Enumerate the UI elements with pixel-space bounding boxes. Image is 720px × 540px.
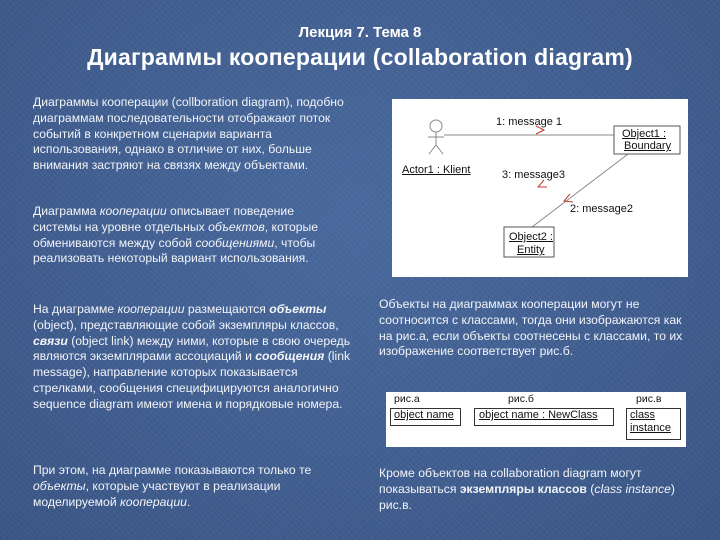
object-box-c: [626, 408, 681, 440]
object2-name: Object2 :: [509, 231, 554, 243]
paragraph-class-instances: [379, 466, 689, 513]
object-box-c-line1: class: [630, 409, 656, 421]
message3-arrow: [538, 180, 547, 187]
collaboration-diagram: [392, 99, 688, 277]
page-title: Диаграммы кооперации (collaboration diagram): [87, 44, 633, 70]
italic-term: кооперации: [117, 302, 185, 316]
message1-label: 1: message 1: [496, 116, 563, 128]
text-run: , которые участвуют в реализации моделируемой: [33, 478, 281, 509]
object-box-a-text: object name: [394, 409, 454, 421]
italic-term: class instance: [594, 481, 671, 496]
figure-label-a: рис.а: [394, 393, 420, 405]
paragraph-participants: [33, 463, 358, 510]
text-run: При этом, на диаграмме показываются только те: [33, 463, 312, 477]
object-box-b: [474, 408, 614, 426]
text-run: На диаграмме: [33, 302, 118, 316]
object-box-a: [390, 408, 461, 426]
text-run: , чтобы реализовать некоторый вариант использования.: [33, 235, 316, 266]
text-run: .: [186, 494, 191, 509]
object-box-c-line2: instance: [630, 422, 671, 434]
italic-term: кооперации: [120, 494, 187, 509]
text-run: (object link) между ними, которые в свою очередь являются экземплярами ассоциаций и: [33, 333, 351, 364]
figure-label-b: рис.б: [508, 393, 534, 405]
text-run: ) рис.в.: [379, 481, 675, 512]
lecture-subtitle: Лекция 7. Тема 8: [298, 24, 422, 41]
bold-term: сообщения: [255, 349, 325, 364]
text-run: (object), представляющие собой экземпляры классов,: [33, 317, 339, 332]
message2-label: 2: message2: [570, 203, 633, 215]
bold-term: связи: [33, 333, 68, 348]
paragraph-description: [33, 204, 343, 267]
message2-arrow: [564, 194, 573, 202]
text-run: Диаграмма: [33, 204, 100, 218]
paragraph-objects-classes: Объекты на диаграммах кооперации могут не соотносится с классами, тогда они изображаются как на рис.а, если объекты соотнесены с классами, то их изображение соответствует рис.б.: [379, 297, 683, 359]
message3-label: 3: message3: [502, 169, 565, 181]
italic-term: объекты: [33, 478, 86, 493]
bold-term: экземпляры классов: [459, 481, 587, 496]
bold-term: объекты: [269, 302, 327, 316]
object1-name: Object1 :: [622, 128, 667, 140]
italic-term: кооперации: [99, 204, 167, 218]
italic-term: сообщениями: [195, 235, 275, 250]
object2-type: Entity: [517, 244, 545, 256]
paragraph-intro: Диаграммы кооперации (collboration diagram), подобно диаграммам последовательности отображают поток событий в конкретном сценарии варианта использования, однако в отличие от них, больше внимания застряют на связях между объектами.: [33, 95, 344, 173]
text-run: (: [586, 481, 595, 496]
text-run: (link message), направление которых показывается стрелками, сообщения специфицируются аналогично sequence diagram имеют имена и порядковые номера.: [33, 349, 351, 411]
object-box-b-text: object name : NewClass: [479, 409, 598, 421]
text-run: , которые обмениваются между собой: [33, 219, 319, 250]
text-run: Кроме объектов на collaboration diagram могут показываться: [379, 466, 642, 496]
text-run: размещаются: [184, 302, 270, 316]
object1-type: Boundary: [624, 140, 672, 152]
actor-label: Actor1 : Klient: [402, 164, 471, 176]
actor-figure: [428, 120, 444, 154]
text-run: описывает поведение системы на уровне отдельных: [33, 204, 294, 234]
italic-term: объектов: [208, 219, 265, 234]
figure-label-c: рис.в: [636, 393, 662, 405]
paragraph-elements: [33, 302, 358, 413]
object-notation-figure: [386, 392, 686, 447]
link-object1-object2: [532, 151, 632, 227]
